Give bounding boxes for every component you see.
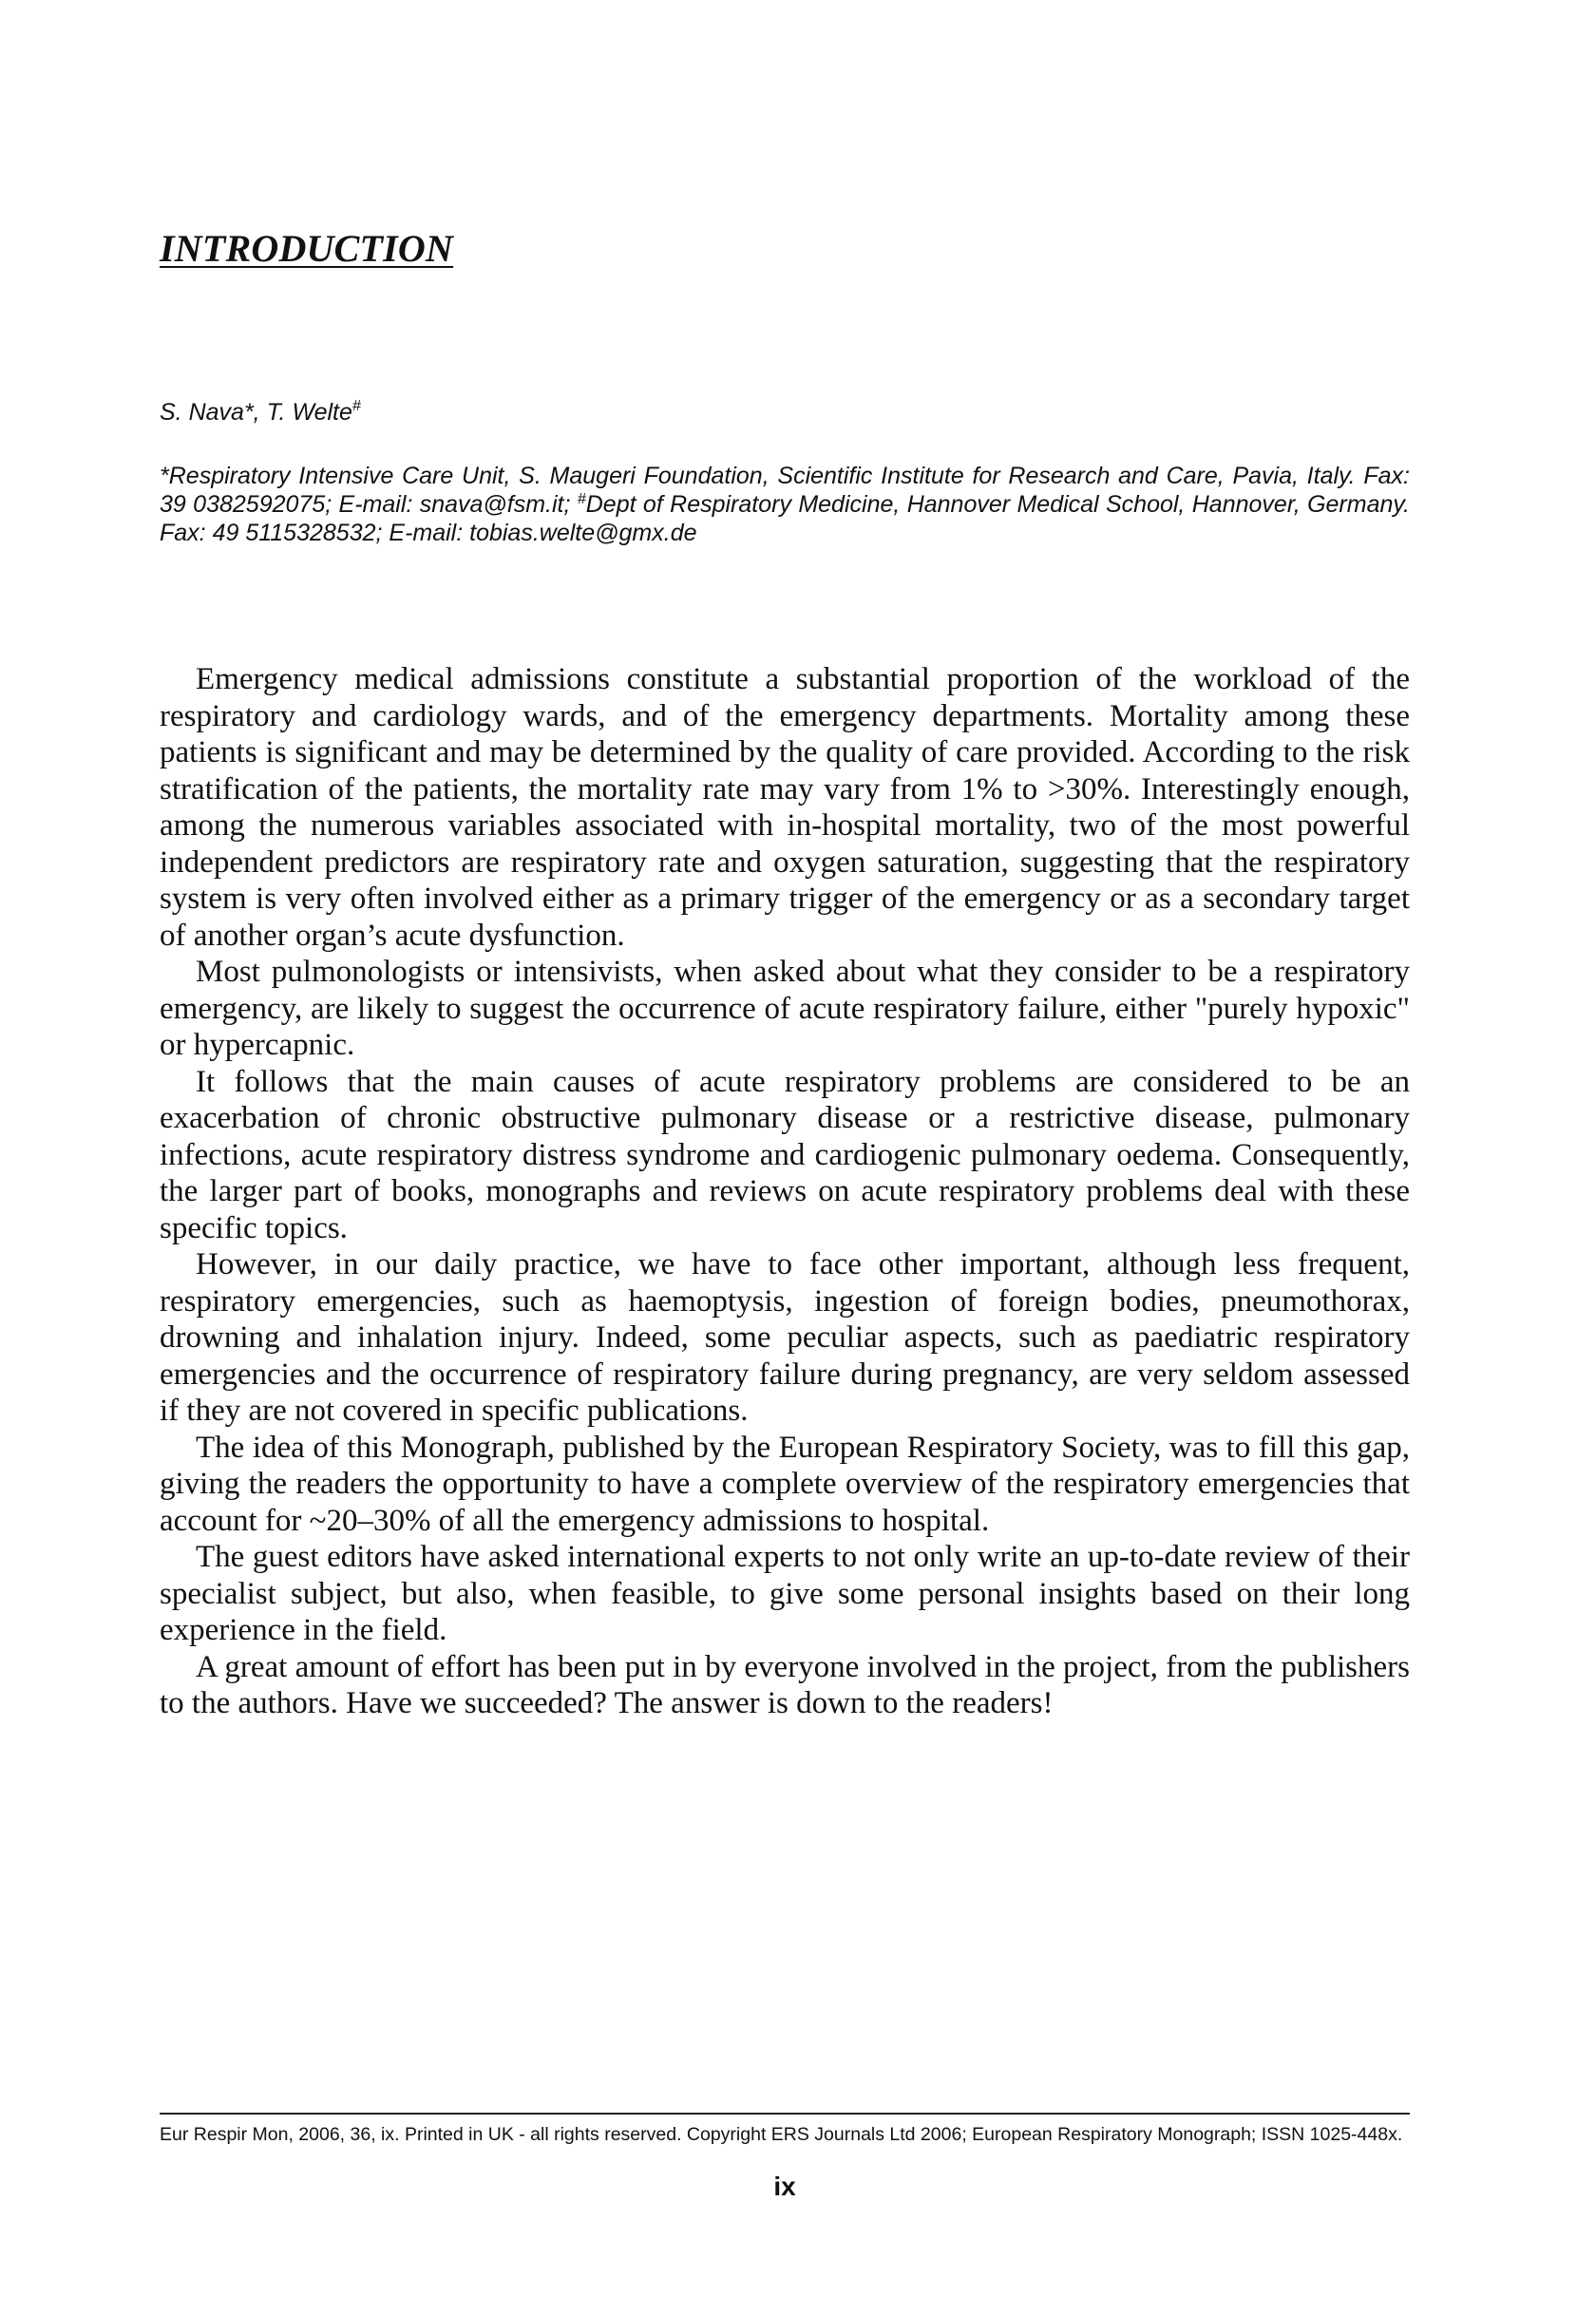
author-name: T. Welte bbox=[266, 399, 352, 426]
paragraph: The guest editors have asked international experts to not only write an up-to-date review of their specialist subject, but also, when feasible, to give some personal insights based on their long experience in the field. bbox=[160, 1540, 1410, 1647]
paragraph: However, in our daily practice, we have to face other important, although less frequent, respiratory emergencies, such as haemoptysis, ingestion of foreign bodies, pneumothorax, drowning and inhalation injury. Indeed, some peculiar aspects, such as paediatric respiratory emergencies and the occurrence of respiratory failure during pregnancy, are very seldom assessed if they are not covered in specific publications. bbox=[160, 1247, 1410, 1428]
affiliation-text: Dept of Respiratory Medicine, Hannover Medical School, Hannover, Germany. Fax: 49 5115328532; E-mail: tobias.welte@gmx.de bbox=[160, 491, 1410, 546]
footer-divider bbox=[160, 2113, 1410, 2115]
author-mark: # bbox=[352, 398, 361, 414]
author-line bbox=[160, 399, 361, 427]
affiliation-mark: # bbox=[577, 491, 586, 507]
affiliation-mark: * bbox=[160, 463, 169, 489]
author-separator: , bbox=[253, 399, 267, 426]
paragraph: Emergency medical admissions constitute a substantial proportion of the workload of the respiratory and cardiology wards, and of the emergency departments. Mortality among these patients is significant and may be determined by the quality of care provided. According to the risk stratification of the patients, the mortality rate may vary from 1% to >30%. Interestingly enough, among the numerous variables associated with in-hospital mortality, two of the most powerful independent predictors are respiratory rate and oxygen saturation, suggesting that the respiratory system is very often involved either as a primary trigger of the emergency or as a secondary target of another organ’s acute dysfunction. bbox=[160, 662, 1410, 953]
affiliation-text: Respiratory Intensive Care Unit, S. Maugeri Foundation, Scientific Institute for Research and Care, Pavia, Italy. Fax: 39 0382592075; E-mail: snava@fsm.it; bbox=[160, 463, 1410, 518]
page-number: ix bbox=[773, 2172, 796, 2201]
paragraph: Most pulmonologists or intensivists, when asked about what they consider to be a respiratory emergency, are likely to suggest the occurrence of acute respiratory failure, either "purely hypoxic" or hypercapnic. bbox=[160, 955, 1410, 1062]
body-text bbox=[160, 661, 1410, 1722]
affiliation-block bbox=[160, 462, 1410, 547]
author-mark: * bbox=[243, 399, 254, 426]
footer-citation: Eur Respir Mon, 2006, 36, ix. Printed in UK - all rights reserved. Copyright ERS Journals Ltd 2006; European Respiratory Monograph; ISSN 1025-448x. bbox=[160, 2124, 1403, 2145]
paragraph: A great amount of effort has been put in by everyone involved in the project, from the publishers to the authors. Have we succeeded? The answer is down to the readers! bbox=[160, 1649, 1410, 1720]
author-name: S. Nava bbox=[160, 399, 244, 426]
page-title: INTRODUCTION bbox=[160, 227, 454, 270]
paragraph: The idea of this Monograph, published by the European Respiratory Society, was to fill this gap, giving the readers the opportunity to have a complete overview of the respiratory emergencies that account for ~20–30% of all the emergency admissions to hospital. bbox=[160, 1430, 1410, 1538]
paragraph: It follows that the main causes of acute respiratory problems are considered to be an exacerbation of chronic obstructive pulmonary disease or a restrictive disease, pulmonary infections, acute respiratory distress syndrome and cardiogenic pulmonary oedema. Consequently, the larger part of books, monographs and reviews on acute respiratory problems deal with these specific topics. bbox=[160, 1064, 1410, 1245]
